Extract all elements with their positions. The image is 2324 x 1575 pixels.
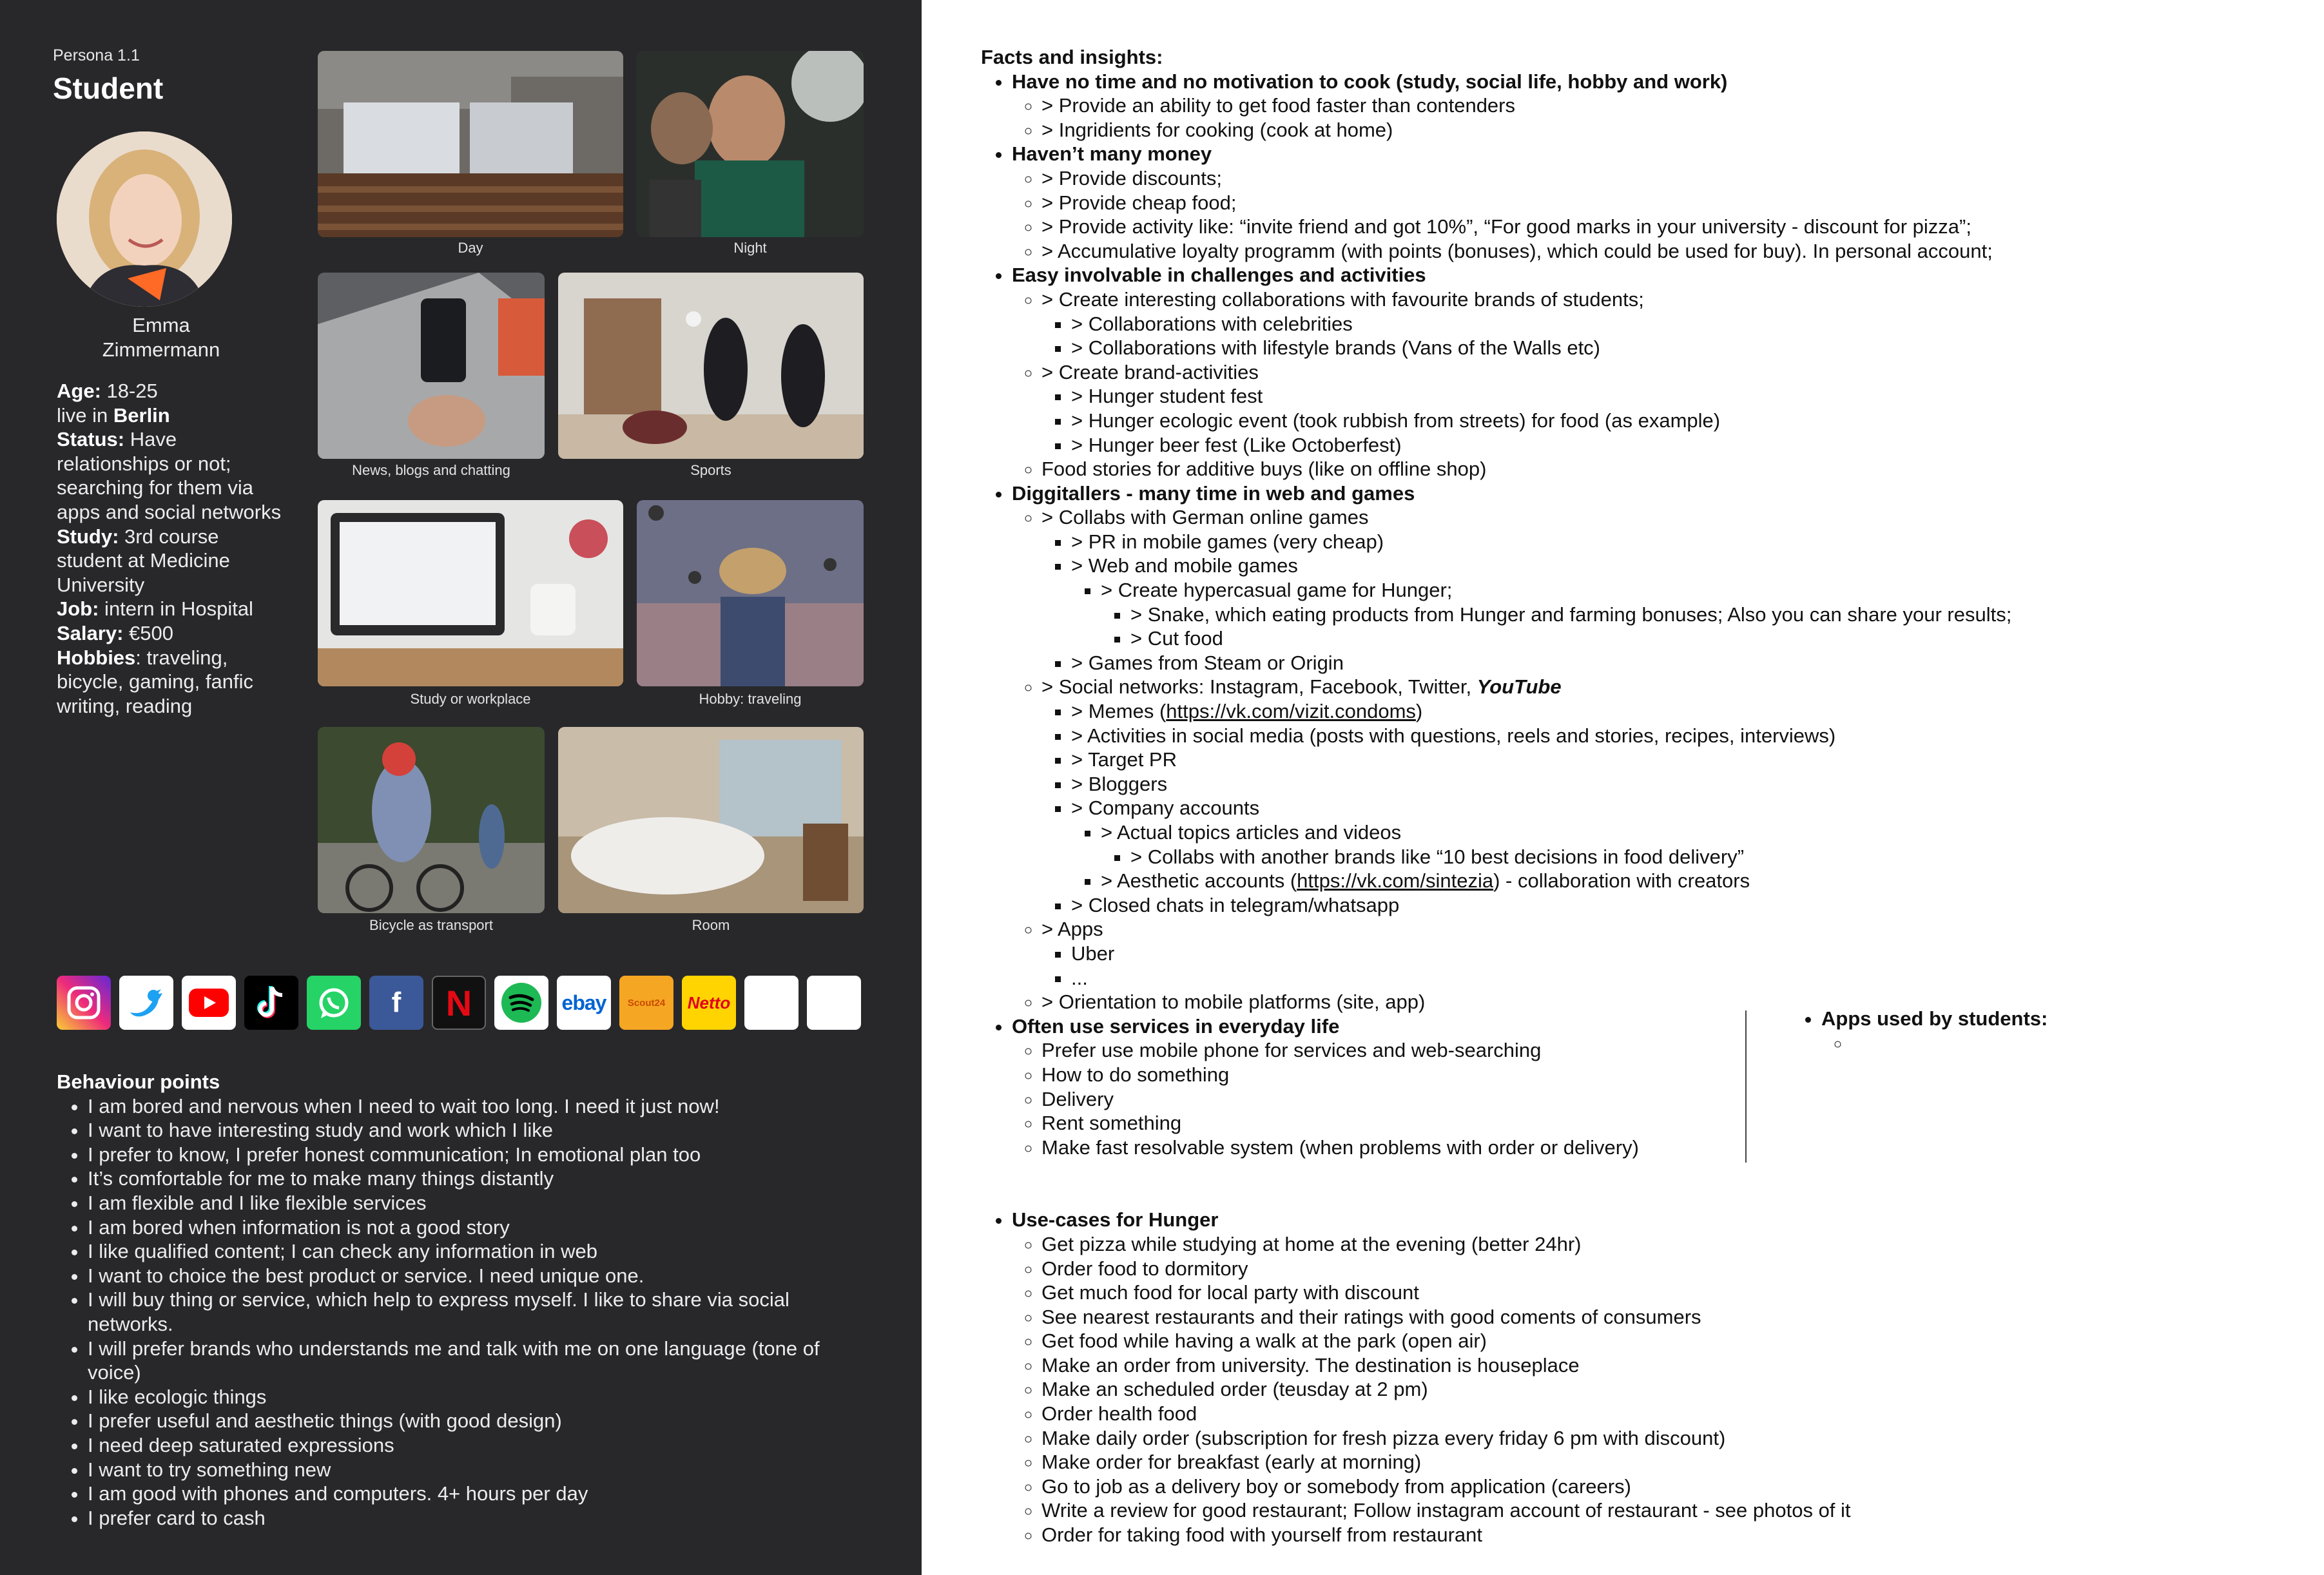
list-item: • I like qualified content; I can check any information in web xyxy=(88,1239,869,1264)
list-item: ◦ > Provide discounts; xyxy=(1041,166,2296,191)
person-first-name: Emma xyxy=(132,314,190,336)
facts-list xyxy=(981,70,2296,1547)
salary-label: Salary: xyxy=(57,621,124,644)
section-title: Haven’t many money xyxy=(1012,142,1212,166)
study-caption: Study or workplace xyxy=(410,691,531,707)
study-value: 3rd course student at Medicine University xyxy=(57,525,230,596)
section-no-time xyxy=(1012,70,2296,142)
list-item xyxy=(1041,917,2296,990)
list-item xyxy=(1071,796,2296,893)
list-item xyxy=(1071,554,2296,650)
sub-list xyxy=(1101,845,2296,869)
apps-used-section xyxy=(1792,1007,2048,1055)
day-caption: Day xyxy=(458,240,483,256)
section-title: Have no time and no motivation to cook (study, social life, hobby and work) xyxy=(1012,70,1728,93)
list-item: • I need deep saturated expressions xyxy=(88,1433,869,1458)
apps-used-title: Apps used by students: xyxy=(1821,1007,2048,1030)
hobbies-row xyxy=(57,646,289,719)
scout24-text: Scout24 xyxy=(627,997,666,1009)
list-item: • I am bored and nervous when I need to wait too long. I need it just now! xyxy=(88,1094,869,1119)
section-services xyxy=(1012,1014,2296,1160)
sports-photo xyxy=(558,273,864,459)
persona-title: Student xyxy=(53,72,164,105)
netflix-letter: N xyxy=(445,982,472,1023)
list-item: ◦ Rent something xyxy=(1041,1111,2296,1135)
live-prefix: live in xyxy=(57,403,113,427)
list-item: ▪ > Collaborations with lifestyle brands (Vans of the Walls etc) xyxy=(1071,336,2296,360)
person-last-name: Zimmermann xyxy=(102,338,220,361)
hobby-photo xyxy=(637,500,864,686)
list-item-text: ) - collaboration with creators xyxy=(1493,869,1750,893)
netflix-icon[interactable] xyxy=(432,976,486,1030)
apps-used-list xyxy=(1792,1007,2048,1055)
list-item: • I like ecologic things xyxy=(88,1385,869,1409)
netto-logo[interactable] xyxy=(682,976,736,1030)
netto-text: Netto xyxy=(687,992,731,1012)
list-item xyxy=(1041,287,2296,360)
behaviour-list xyxy=(57,1094,869,1531)
sports-caption: Sports xyxy=(690,462,731,478)
list-item: ◦ Food stories for additive buys (like on offline shop) xyxy=(1041,457,2296,481)
list-item: ◦ How to do something xyxy=(1041,1063,2296,1087)
blank-app-icon[interactable] xyxy=(744,976,799,1030)
list-item: ◦ Get pizza while studying at home at the evening (better 24hr) xyxy=(1041,1232,2296,1257)
job-value: intern in Hospital xyxy=(99,597,253,621)
list-item-text: > Create interesting collaborations with favourite brands of students; xyxy=(1041,287,1644,311)
job-label: Job: xyxy=(57,597,99,621)
section-title: Diggitallers - many time in web and games xyxy=(1012,481,1415,505)
news-caption: News, blogs and chatting xyxy=(352,462,510,478)
hobby-caption: Hobby: traveling xyxy=(699,691,802,707)
list-item: ▪ > Hunger student fest xyxy=(1071,384,2296,409)
list-item: • I want to have interesting study and work which I like xyxy=(88,1118,869,1143)
behaviour-section xyxy=(57,1070,869,1530)
list-item: • I will buy thing or service, which help to express myself. I like to share via social networks. xyxy=(88,1288,869,1336)
list-item: ◦ Write a review for good restaurant; Follow instagram account of restaurant - see photos of it xyxy=(1041,1498,2296,1523)
city-value: Berlin xyxy=(113,403,170,427)
list-item: • I am bored when information is not a good story xyxy=(88,1215,869,1240)
list-item: ◦ > Ingridients for cooking (cook at home) xyxy=(1041,118,2296,142)
list-item: ◦ Go to job as a delivery boy or somebody from application (careers) xyxy=(1041,1474,2296,1499)
youtube-emphasis: YouTube xyxy=(1477,675,1562,699)
sub-list xyxy=(1041,530,2296,675)
status-value: Have relationships or not; searching for them via apps and social networks xyxy=(57,428,282,523)
room-caption: Room xyxy=(692,917,730,933)
list-item: ◦ Make fast resolvable system (when problems with order or delivery) xyxy=(1041,1135,2296,1160)
blank-app-icon[interactable] xyxy=(807,976,861,1030)
list-item: ◦ > Accumulative loyalty programm (with points (bonuses), which could be used for buy). In personal account; xyxy=(1041,239,2296,264)
list-item: • I prefer to know, I prefer honest communication; In emotional plan too xyxy=(88,1143,869,1167)
spotify-icon[interactable] xyxy=(494,976,548,1030)
list-item-text: > Actual topics articles and videos xyxy=(1101,821,1402,844)
list-item xyxy=(1101,820,2296,869)
list-item-text: > Company accounts xyxy=(1071,797,1260,820)
list-item: • I will prefer brands who understands me and talk with me on one language (tone of voice) xyxy=(88,1337,869,1385)
list-item xyxy=(1821,1007,2048,1055)
city-row xyxy=(57,403,289,428)
list-item: • I want to try something new xyxy=(88,1458,869,1482)
list-item xyxy=(1041,675,2296,917)
list-item: ◦ Order health food xyxy=(1041,1402,2296,1426)
list-item-text: > Web and mobile games xyxy=(1071,554,1298,577)
facts-panel xyxy=(981,45,2296,1547)
list-item xyxy=(1041,505,2296,675)
list-item xyxy=(1101,578,2296,651)
hobbies-label: Hobbies xyxy=(57,646,136,669)
list-item: ◦ Order food to dormitory xyxy=(1041,1257,2296,1281)
list-item: • I am good with phones and computers. 4+ hours per day xyxy=(88,1482,869,1506)
section-title: Often use services in everyday life xyxy=(1012,1014,1340,1038)
list-item: ◦ Make an order from university. The destination is houseplace xyxy=(1041,1353,2296,1378)
sub-list xyxy=(1041,942,2296,990)
list-item: ◦ Make an scheduled order (teusday at 2 pm) xyxy=(1041,1377,2296,1402)
day-photo xyxy=(318,51,623,237)
list-item: ▪ > Hunger ecologic event (took rubbish from streets) for food (as example) xyxy=(1071,409,2296,433)
list-item: ▪ > Collabs with another brands like “10 best decisions in food delivery” xyxy=(1130,845,2296,869)
sub-list xyxy=(1821,1031,2048,1056)
list-item-text: ) xyxy=(1415,700,1423,723)
study-label: Study: xyxy=(57,525,119,548)
list-item: ◦ See nearest restaurants and their ratings with good coments of consumers xyxy=(1041,1305,2296,1329)
ebay-logo[interactable] xyxy=(557,976,611,1030)
bicycle-caption: Bicycle as transport xyxy=(369,917,493,933)
list-item: ◦ Prefer use mobile phone for services and web-searching xyxy=(1041,1038,2296,1063)
study-row xyxy=(57,525,289,597)
list-item-text: > Create hypercasual game for Hunger; xyxy=(1101,579,1453,602)
memes-link[interactable]: https://vk.com/vizit.condoms xyxy=(1166,700,1416,723)
behaviour-heading: Behaviour points xyxy=(57,1070,220,1093)
salary-row xyxy=(57,621,289,646)
facts-heading: Facts and insights: xyxy=(981,46,1163,68)
sub-list xyxy=(1012,287,2296,481)
sub-list xyxy=(1012,505,2296,1014)
scout24-logo[interactable] xyxy=(619,976,673,1030)
salary-value: €500 xyxy=(123,621,173,644)
list-item: • I prefer useful and aesthetic things (with good design) xyxy=(88,1409,869,1433)
list-item: • I want to choice the best product or service. I need unique one. xyxy=(88,1264,869,1288)
list-item-text: > Memes ( xyxy=(1071,700,1167,723)
whatsapp-icon[interactable] xyxy=(307,976,361,1030)
list-item xyxy=(1101,869,2296,893)
hobbies-value: : traveling, bicycle, gaming, fanfic writing, reading xyxy=(57,646,253,717)
list-item: ▪ > Closed chats in telegram/whatsapp xyxy=(1071,893,2296,918)
sub-list xyxy=(1012,1232,2296,1547)
section-use-cases xyxy=(1012,1208,2296,1547)
list-item: ▪ > Bloggers xyxy=(1071,772,2296,797)
sub-list xyxy=(1101,603,2296,651)
section-digital xyxy=(1012,481,2296,1014)
list-item-text: > Social networks: Instagram, Facebook, Twitter, xyxy=(1041,675,1477,699)
sub-list xyxy=(1012,93,2296,142)
list-item: ◦ > Provide cheap food; xyxy=(1041,191,2296,215)
list-item: ◦ > Orientation to mobile platforms (site, app) xyxy=(1041,990,2296,1014)
list-item: ◦ Make daily order (subscription for fresh pizza every friday 6 pm with discount) xyxy=(1041,1426,2296,1451)
list-item: ◦ Order for taking food with yourself from restaurant xyxy=(1041,1523,2296,1547)
list-item: ▪ > Collaborations with celebrities xyxy=(1071,312,2296,336)
list-item: ▪ > Snake, which eating products from Hunger and farming bonuses; Also you can share your results; xyxy=(1130,603,2296,627)
avatar xyxy=(57,131,232,307)
spacer xyxy=(1012,1159,2296,1208)
job-row xyxy=(57,597,289,621)
list-item: ◦ Make order for breakfast (early at morning) xyxy=(1041,1450,2296,1474)
night-photo xyxy=(637,51,864,237)
list-item: ▪ > Games from Steam or Origin xyxy=(1071,651,2296,675)
list-item: • I prefer card to cash xyxy=(88,1506,869,1531)
section-challenges xyxy=(1012,263,2296,481)
sub-list xyxy=(1012,166,2296,263)
list-item: ◦ > Provide an ability to get food faster than contenders xyxy=(1041,93,2296,118)
list-item xyxy=(1071,699,2296,724)
avatar-portrait-image xyxy=(57,131,232,307)
list-item: ◦ Get much food for local party with discount xyxy=(1041,1280,2296,1305)
tiktok-icon[interactable] xyxy=(244,976,298,1030)
list-item: ▪ > Hunger beer fest (Like Octoberfest) xyxy=(1071,433,2296,458)
facebook-icon[interactable] xyxy=(369,976,423,1030)
list-item: ◦ Get food while having a walk at the park (open air) xyxy=(1041,1329,2296,1353)
night-caption: Night xyxy=(733,240,767,256)
age-value: 18-25 xyxy=(101,380,158,402)
aesthetic-link[interactable]: https://vk.com/sintezia xyxy=(1297,869,1494,893)
person-name xyxy=(53,313,269,362)
ebay-text: ebay xyxy=(561,990,606,1014)
room-photo xyxy=(558,727,864,913)
list-item: ▪ > PR in mobile games (very cheap) xyxy=(1071,530,2296,554)
sub-list xyxy=(1071,820,2296,893)
column-divider xyxy=(1745,1010,1747,1163)
section-money xyxy=(1012,142,2296,263)
list-item xyxy=(1851,1031,2048,1056)
section-title: Use-cases for Hunger xyxy=(1012,1208,1219,1232)
section-title: Easy involvable in challenges and activities xyxy=(1012,264,1426,287)
status-row xyxy=(57,427,289,524)
list-item: ▪ > Activities in social media (posts with questions, reels and stories, recipes, interviews) xyxy=(1071,724,2296,748)
sub-list xyxy=(1071,578,2296,651)
study-photo xyxy=(318,500,623,686)
list-item: ◦ > Provide activity like: “invite friend and got 10%”, “For good marks in your university - discount for pizza”; xyxy=(1041,215,2296,239)
twitter-icon[interactable] xyxy=(119,976,173,1030)
list-item-text: > Create brand-activities xyxy=(1041,360,1259,383)
persona-label: Persona 1.1 xyxy=(53,46,140,64)
sub-list xyxy=(1041,699,2296,917)
list-item-text: > Collabs with German online games xyxy=(1041,506,1369,529)
list-item: ▪ Uber xyxy=(1071,942,2296,966)
list-item: ▪ ... xyxy=(1071,966,2296,990)
list-item-text: > Aesthetic accounts ( xyxy=(1101,869,1297,893)
list-item: ◦ Delivery xyxy=(1041,1087,2296,1112)
list-item xyxy=(1041,360,2296,457)
status-label: Status: xyxy=(57,428,125,451)
list-item: ▪ > Cut food xyxy=(1130,626,2296,651)
facebook-letter: f xyxy=(391,987,402,1018)
sub-list xyxy=(1012,1038,2296,1159)
youtube-icon[interactable] xyxy=(182,976,236,1030)
list-item: ▪ > Target PR xyxy=(1071,748,2296,772)
instagram-icon[interactable] xyxy=(57,976,111,1030)
sub-list xyxy=(1041,384,2296,457)
list-item: • I am flexible and I like flexible services xyxy=(88,1191,869,1215)
age-label: Age: xyxy=(57,380,101,402)
news-photo xyxy=(318,273,545,459)
list-item-text: > Apps xyxy=(1041,918,1103,941)
list-item: • It’s comfortable for me to make many things distantly xyxy=(88,1166,869,1191)
person-info xyxy=(57,379,289,718)
sub-list xyxy=(1041,312,2296,360)
persona-panel xyxy=(0,0,922,1575)
apps-row xyxy=(57,976,861,1030)
age-row xyxy=(57,379,289,403)
bicycle-photo xyxy=(318,727,545,913)
